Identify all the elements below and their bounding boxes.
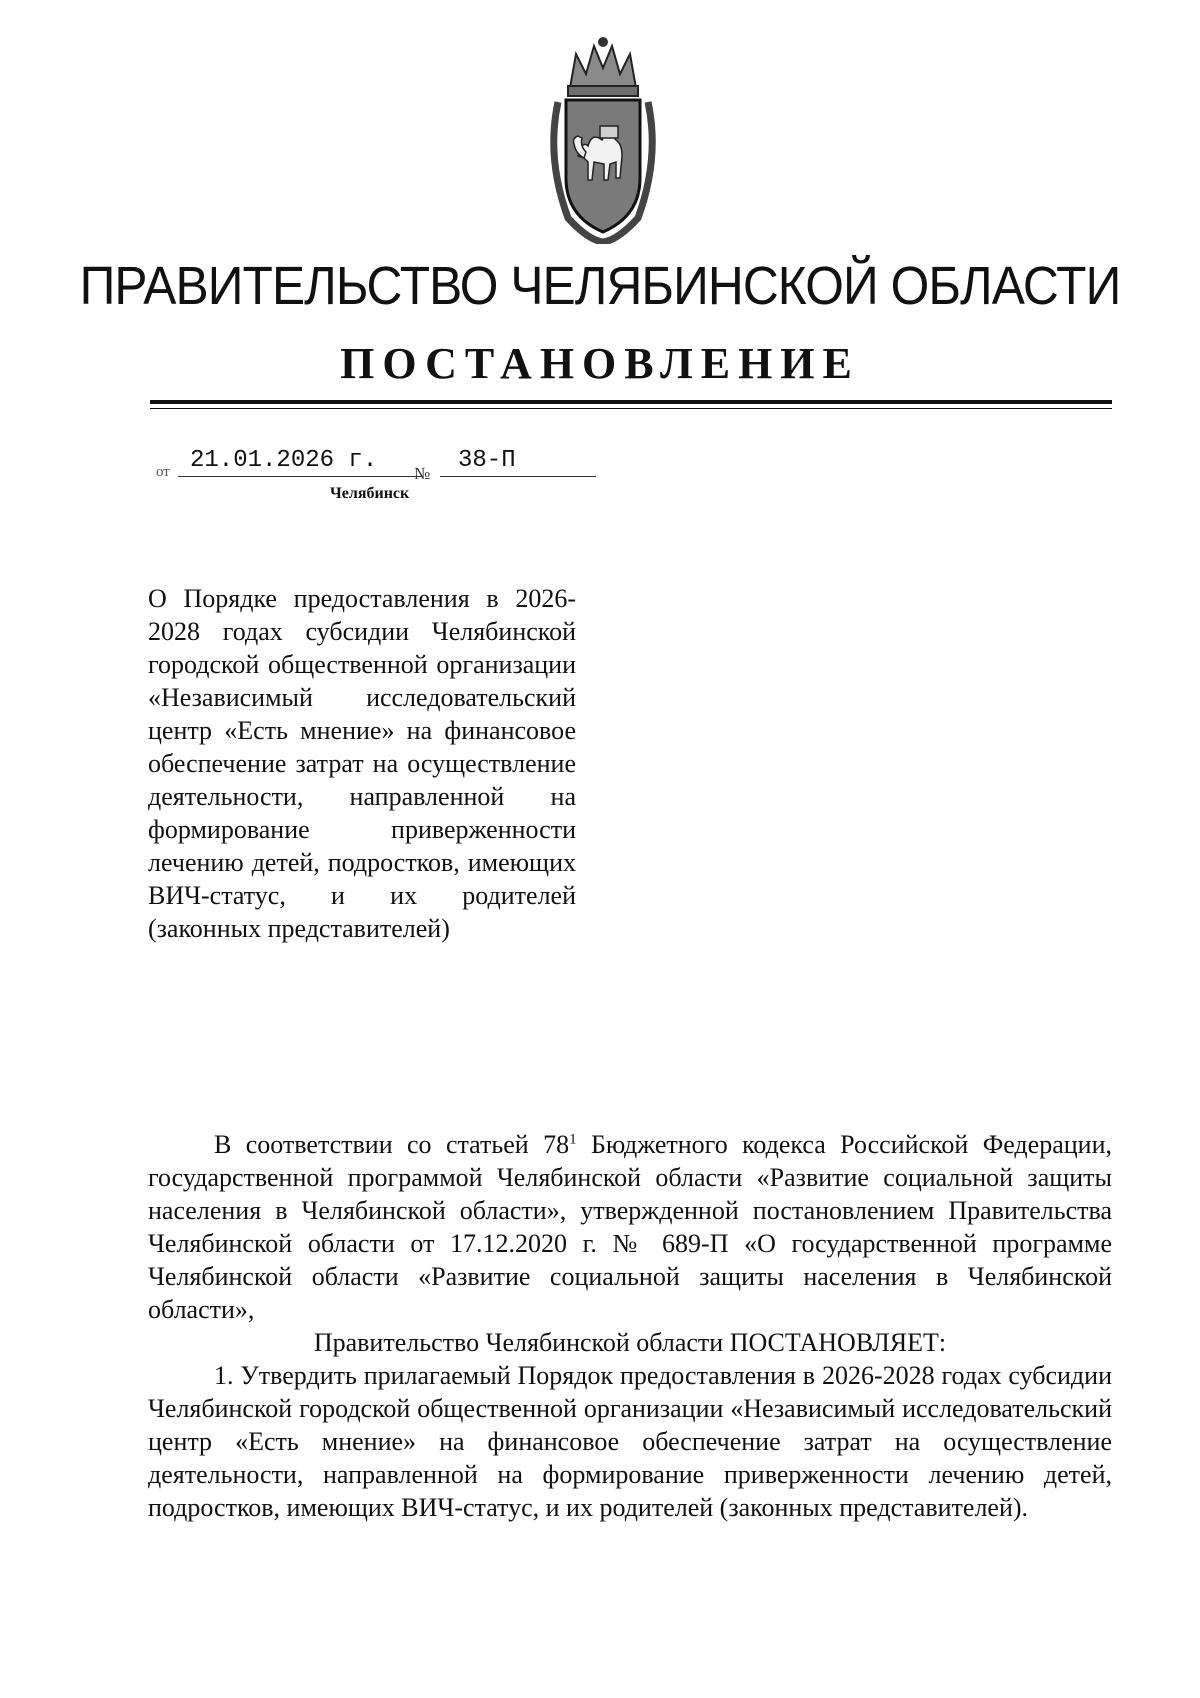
item-1-paragraph: 1. Утвердить прилагаемый Порядок предоставления в 2026-2028 годах субсидии Челябинской городской общественной организации «Независимый исследовательский центр «Есть мнение» на финансовое обеспечение затрат на осуществление деятельности, направленной на формирование приверженности лечению детей, подростков, имеющих ВИЧ-статус, и их родителей (законных представителей). — [148, 1361, 1112, 1522]
crown-icon — [568, 37, 638, 96]
article-superscript: 1 — [569, 1131, 577, 1148]
preamble-rest: Бюджетного кодекса Российской Федерации, государственной программой Челябинской области «Развитие социальной защиты населения в Челябинской области», утвержденной постановлением Правительства Челябинской области от 17.12.2020 г. № 689-П «О государственной программе Челябинской области «Развитие социальной защиты населения в Челябинской области», — [148, 1130, 1112, 1324]
document-number: 38-П — [440, 447, 596, 477]
header-divider-thick — [150, 400, 1112, 404]
document-body — [148, 1128, 1112, 1524]
document-subject: О Порядке предоставления в 2026-2028 годах субсидии Челябинской городской общественной организации «Независимый исследовательский центр «Есть мнение» на финансовое обеспечение затрат на осуществление деятельности, направленной на формирование приверженности лечению детей, подростков, имеющих ВИЧ-статус, и их родителей (законных представителей) — [148, 584, 576, 943]
date-prefix-label: от — [156, 464, 170, 480]
preamble-start: В соответствии со статьей 78 — [214, 1130, 570, 1159]
decree-statement: Правительство Челябинской области ПОСТАНОВЛЯЕТ: — [313, 1328, 947, 1357]
government-title: ПРАВИТЕЛЬСТВО ЧЕЛЯБИНСКОЙ ОБЛАСТИ — [79, 256, 1121, 316]
header-divider-thin — [150, 408, 1112, 409]
document-date: 21.01.2026 г. — [178, 447, 422, 477]
number-label: № — [414, 464, 431, 483]
coat-of-arms-emblem — [548, 28, 658, 244]
document-type: ПОСТАНОВЛЕНИЕ — [340, 339, 860, 388]
city-label: Челябинск — [330, 485, 410, 502]
preamble-paragraph — [148, 1128, 1112, 1326]
shield-icon — [566, 100, 640, 232]
